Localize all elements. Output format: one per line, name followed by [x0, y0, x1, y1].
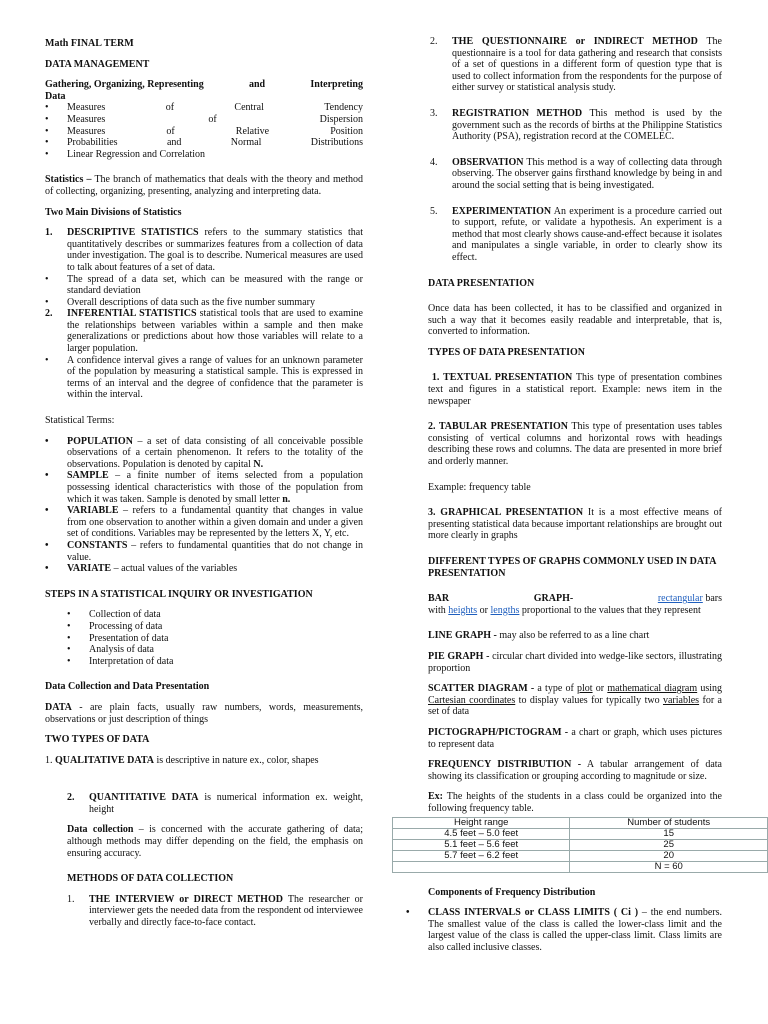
table-cell: 5.7 feet – 6.2 feet [393, 850, 570, 861]
section-heading: Components of Frequency Distribution [428, 886, 596, 898]
term: QUALITATIVE DATA [55, 754, 154, 766]
paragraph [428, 507, 722, 542]
term: Statistics – [45, 174, 92, 186]
term: POPULATION [67, 435, 133, 447]
word: of [166, 125, 175, 137]
link-lengths[interactable]: lengths [490, 604, 520, 616]
term: 2. TABULAR PRESENTATION [428, 421, 569, 433]
topic-list [45, 102, 363, 160]
list-item: • Measures of Central Tendency [45, 102, 363, 114]
list-item: • CONSTANTS – refers to fundamental quantities that do not change in value. [45, 539, 363, 563]
list-item: • Linear Regression and Correlation [45, 148, 206, 160]
word: Measures [67, 125, 106, 137]
numbered-item [45, 792, 363, 815]
word: Normal [230, 137, 262, 149]
table-cell: 4.5 feet – 5.0 feet [393, 828, 570, 839]
word: or [479, 604, 489, 616]
section-heading: TWO TYPES OF DATA [45, 734, 150, 746]
heading-text: Interpreting [310, 79, 363, 91]
definition: a chart or graph, which uses pictures to represent data [428, 726, 723, 750]
list-item: • Probabilities and Normal Distributions [45, 137, 363, 149]
term: 3. GRAPHICAL PRESENTATION [428, 507, 584, 519]
term: REGISTRATION METHOD [452, 107, 583, 119]
list-item: • Overall descriptions of data such as the five number summary [45, 296, 315, 308]
word: bars [705, 593, 722, 605]
word: and [166, 137, 182, 149]
term: EXPERIMENTATION [452, 205, 552, 217]
table-row [393, 861, 768, 872]
doc-title: Math FINAL TERM [45, 38, 134, 49]
term: CONSTANTS [67, 539, 128, 551]
term: DATA [45, 701, 72, 713]
column-header: Number of students [570, 817, 768, 828]
definition: – a set of data consisting of all conceivable possible observations of a certain phenomenon. It refers to the totality of the observations. Population is denoted by capital [67, 435, 363, 470]
word: for a set of data [428, 694, 722, 718]
paragraph: Example: frequency table [428, 481, 531, 493]
item-text: Presentation of data [89, 632, 169, 644]
paragraph [45, 824, 363, 859]
term: SAMPLE [67, 470, 109, 482]
item-number: 5. [430, 205, 438, 217]
definition: - are plain facts, usually raw numbers, words, measurements, observations or just description of things [45, 701, 363, 725]
definition: This method is used by the government such as the records of births at the Philippine Statistics Authority (PSA), registration record at the COMELEC. [452, 107, 722, 143]
item-text: The spread of a data set, which can be measured with the range or standard deviation [67, 273, 363, 297]
paragraph [428, 421, 722, 467]
word: of [208, 113, 217, 125]
list-item: • SAMPLE – a finite number of items selected from a population possessing identical characteristics with those of the population from which it was taken. Sample is denoted by small letter n. [45, 470, 364, 505]
item-number: 2. [45, 308, 53, 320]
item-text: Overall descriptions of data such as the five number summary [67, 296, 315, 308]
paragraph [428, 593, 722, 616]
numbered-item [45, 894, 363, 929]
paragraph [428, 727, 722, 750]
item-number: 1. [67, 893, 75, 905]
item-number: 1. [45, 227, 53, 239]
word: of [165, 102, 175, 114]
definition: This type of presentation uses tables consisting of vertical columns and horizontal rows with headings describing these rows and columns. The data are presented in more brief and orderly manner. [428, 421, 722, 468]
section-heading: Data Collection and Data Presentation [45, 681, 210, 693]
section-heading: Two Main Divisions of Statistics [45, 206, 182, 218]
section-heading: METHODS OF DATA COLLECTION [67, 873, 234, 885]
definition: – refers to a fundamental quantity that changes in value from one observation to another within a given domain and under a given set of conditions. Variables may be represented by the letters X, Y, etc. [67, 505, 363, 540]
numbered-item [428, 157, 722, 192]
underlined-word: mathematical diagram [607, 683, 698, 695]
definition: is descriptive in nature ex., color, shapes [156, 754, 319, 766]
symbol: N. [253, 458, 264, 470]
word: Relative [235, 125, 270, 137]
word: Dispersion [319, 113, 363, 125]
list-item: • Analysis of data [67, 644, 154, 656]
list-item: • Processing of data [67, 620, 163, 632]
list-item: • Presentation of data [67, 632, 169, 644]
section-heading: TYPES OF DATA PRESENTATION [428, 346, 585, 358]
term: GRAPH- [533, 593, 574, 605]
definition: The researcher or interviewer gets the needed data from the respondent od interviewee verbally and directly face-to-face contact. [89, 893, 364, 929]
term: VARIATE [67, 563, 112, 575]
table-cell: 20 [570, 850, 768, 861]
paragraph [428, 651, 722, 674]
word: Distributions [310, 137, 363, 149]
definition: refers to the summary statistics that quantitatively describes or summarizes features from a collection of data under investigation. The goal is to describe. Numerical measures are used to talk about features of a set of data. [67, 227, 363, 273]
item-text: Collection of data [89, 609, 161, 621]
section-heading: DATA MANAGEMENT [45, 58, 150, 70]
list-item: • POPULATION – a set of data consisting of all conceivable possible observations of a certain phenomenon. It refers to the totality of the observations. Population is denoted by capital N. [45, 435, 363, 470]
link-group [658, 593, 722, 605]
heading-text: and [248, 79, 266, 91]
numbered-item [428, 36, 722, 94]
frequency-table [392, 817, 768, 873]
definition: An experiment is a procedure carried out to support, refute, or validate a hypothesis. An experiment is a method that most clearly shows cause-and-effect because it isolates and manipulates a single variable, in order to clearly show its effect. [452, 205, 722, 263]
list-item: • Measures of Relative Position [45, 125, 363, 137]
section-heading [45, 79, 363, 102]
underlined-word: variables [662, 694, 700, 706]
symbol: n. [282, 493, 291, 505]
term: THE QUESTIONNAIRE or INDIRECT METHOD [452, 36, 698, 47]
list-item: • Interpretation of data [67, 655, 174, 667]
numbered-item [428, 206, 722, 264]
definition: is numerical information ex. weight, height [89, 792, 363, 815]
list-item: • The spread of a data set, which can be measured with the range or standard deviation [45, 273, 363, 297]
word: using [700, 683, 723, 695]
term: INFERENTIAL STATISTICS [67, 308, 197, 320]
term: DESCRIPTIVE STATISTICS [67, 227, 199, 239]
term: Data collection [67, 824, 134, 836]
term: 1. TEXTUAL PRESENTATION [431, 372, 573, 384]
definition: It is a most effective means of presenting statistical data because important relationships are brought out more clearly in graphs [428, 507, 722, 542]
term: PICTOGRAPH/PICTOGRAM - [428, 726, 569, 738]
right-column [406, 36, 723, 953]
term: FREQUENCY DISTRIBUTION - [428, 759, 582, 771]
word: Central [234, 102, 264, 114]
term: SCATTER DIAGRAM - [428, 683, 535, 695]
item-number: 1. [45, 754, 53, 766]
word: or [595, 683, 605, 695]
steps-list [45, 609, 363, 667]
definition: proportional to the values that they represent [521, 604, 701, 616]
word: a type of [537, 683, 574, 695]
table-header [393, 817, 768, 828]
definition: This type of presentation combines text and figures in a statistical report. Example: news item in the newspaper [428, 372, 722, 407]
term: QUANTITATIVE DATA [89, 792, 199, 804]
paragraph: Once data has been collected, it has to be classified and organized in such a way that it becomes easily readable and interpretable, that is, converted to information. [428, 303, 722, 338]
item-number: 2. [67, 792, 75, 804]
list-item: • Collection of data [67, 609, 161, 621]
definition: – is concerned with the accurate gathering of data; although methods may differ depending on the field, the emphasis on ensuring accuracy. [67, 824, 364, 859]
paragraph [428, 630, 722, 642]
list-item: • VARIATE – actual values of the variables [45, 563, 238, 575]
definition: – the end numbers. The smallest value of the class is called the lower-class limit and the largest value of the class is called the upper-class limit. Class limits are also called inclusive classes. [428, 907, 723, 953]
table-cell: 25 [570, 839, 768, 850]
term: BAR [428, 593, 450, 605]
term: OBSERVATION [452, 156, 524, 168]
item-text: A confidence interval gives a range of values for an unknown parameter of the population by measuring a statistical sample. This is expressed in terms of an interval and the degree of confidence that the parameter is within the interval. [67, 354, 363, 401]
table-row [393, 839, 768, 850]
definition: – refers to fundamental quantities that do not change in value. [67, 539, 363, 563]
term: LINE GRAPH - [428, 630, 497, 642]
section-heading: DATA PRESENTATION [428, 277, 535, 289]
underlined-word: plot [577, 683, 593, 695]
word: Tendency [324, 102, 363, 114]
list-item: • Measures of Dispersion [45, 113, 363, 125]
terms-list [45, 436, 363, 575]
item-text: Processing of data [89, 620, 163, 632]
table-row [393, 850, 768, 861]
definition: The heights of the students in a class could be organized into the following frequency table. [428, 791, 722, 814]
definition: statistical tools that are used to examine the relationships between variables within a sample and then make generalizations or predictions about how those variables will relate to a larger population. [67, 308, 363, 355]
item-number: 3. [430, 107, 438, 119]
term: PIE GRAPH - [428, 650, 490, 662]
word: to display values for typically two [518, 694, 660, 706]
numbered-item [45, 227, 363, 273]
numbered-item [428, 108, 722, 143]
paragraph [428, 791, 722, 814]
definition: circular chart divided into wedge-like sectors, illustrating proportion [428, 650, 723, 674]
term: Ex: [428, 791, 443, 803]
table-cell: 5.1 feet – 5.6 feet [393, 839, 570, 850]
word: Measures [67, 102, 106, 114]
column-header: Height range [393, 817, 570, 828]
link-rectangular[interactable]: rectangular [657, 593, 703, 605]
paragraph [45, 702, 363, 725]
list-item: • CLASS INTERVALS or CLASS LIMITS ( Ci ) – the end numbers. The smallest value of the class is called the lower-class limit and the largest value of the class is called the upper-class limit. Class limits are also called inclusive classes. [406, 907, 723, 953]
underlined-word: Cartesian coordinates [428, 694, 516, 706]
item-text: Interpretation of data [89, 655, 174, 667]
definition: A tabular arrangement of data showing its classification or grouping according to magnitude or size. [428, 759, 722, 782]
paragraph [428, 683, 722, 718]
item-number: 2. [430, 36, 438, 47]
subheading: Statistical Terms: [45, 415, 115, 427]
list-item: • A confidence interval gives a range of values for an unknown parameter of the population by measuring a statistical sample. This is expressed in terms of an interval and the degree of confidence that the parameter is within the interval. [45, 354, 363, 401]
word: Linear Regression and Correlation [67, 148, 206, 160]
table-cell [393, 861, 570, 872]
item-number: 4. [430, 156, 438, 168]
word: Position [330, 125, 363, 137]
section-heading: DIFFERENT TYPES OF GRAPHS COMMONLY USED IN DATA PRESENTATION [428, 556, 716, 579]
heading-text: Gathering, Organizing, Representing [45, 79, 204, 91]
word: with [428, 604, 446, 616]
numbered-item [45, 308, 363, 354]
list-item: • VARIABLE – refers to a fundamental quantity that changes in value from one observation to another within a given domain and under a given set of conditions. Variables may be represented by the letters X, Y, etc. [45, 505, 363, 540]
table-row [393, 828, 768, 839]
word: Probabilities [67, 137, 118, 149]
definition: The questionnaire is a tool for data gathering and research that consists of a set of questions in a different form of question type that is used to collect information from the respondents for the purpose of either survey or statistical analysis study. [452, 36, 722, 94]
definition: This method is a way of collecting data through observing. The observer gains firsthand knowledge by being in and around the social setting that is being investigated. [452, 156, 722, 191]
term: THE INTERVIEW or DIRECT METHOD [89, 893, 283, 905]
definition: – actual values of the variables [113, 563, 238, 575]
term: VARIABLE [67, 505, 119, 517]
paragraph [45, 174, 363, 197]
paragraph [45, 755, 363, 767]
item-text: Analysis of data [89, 644, 154, 656]
heading-text: Data [45, 90, 66, 102]
section-heading: STEPS IN A STATISTICAL INQUIRY OR INVESTIGATION [45, 588, 313, 600]
table-total: N = 60 [570, 861, 768, 872]
paragraph [428, 759, 722, 782]
link-heights[interactable]: heights [448, 604, 478, 616]
term: CLASS INTERVALS or CLASS LIMITS ( Ci ) [428, 907, 639, 919]
definition: – a finite number of items selected from a population possessing identical characteristics with those of the population from which it was taken. Sample is denoted by small letter [67, 470, 364, 505]
left-column [45, 36, 363, 929]
table-cell: 15 [570, 828, 768, 839]
definition: The branch of mathematics that deals with the theory and method of collecting, organizing, presenting, analyzing and interpreting data. [45, 174, 363, 197]
definition: may also be referred to as a line chart [499, 630, 650, 642]
paragraph [428, 372, 722, 407]
word: Measures [67, 113, 106, 125]
